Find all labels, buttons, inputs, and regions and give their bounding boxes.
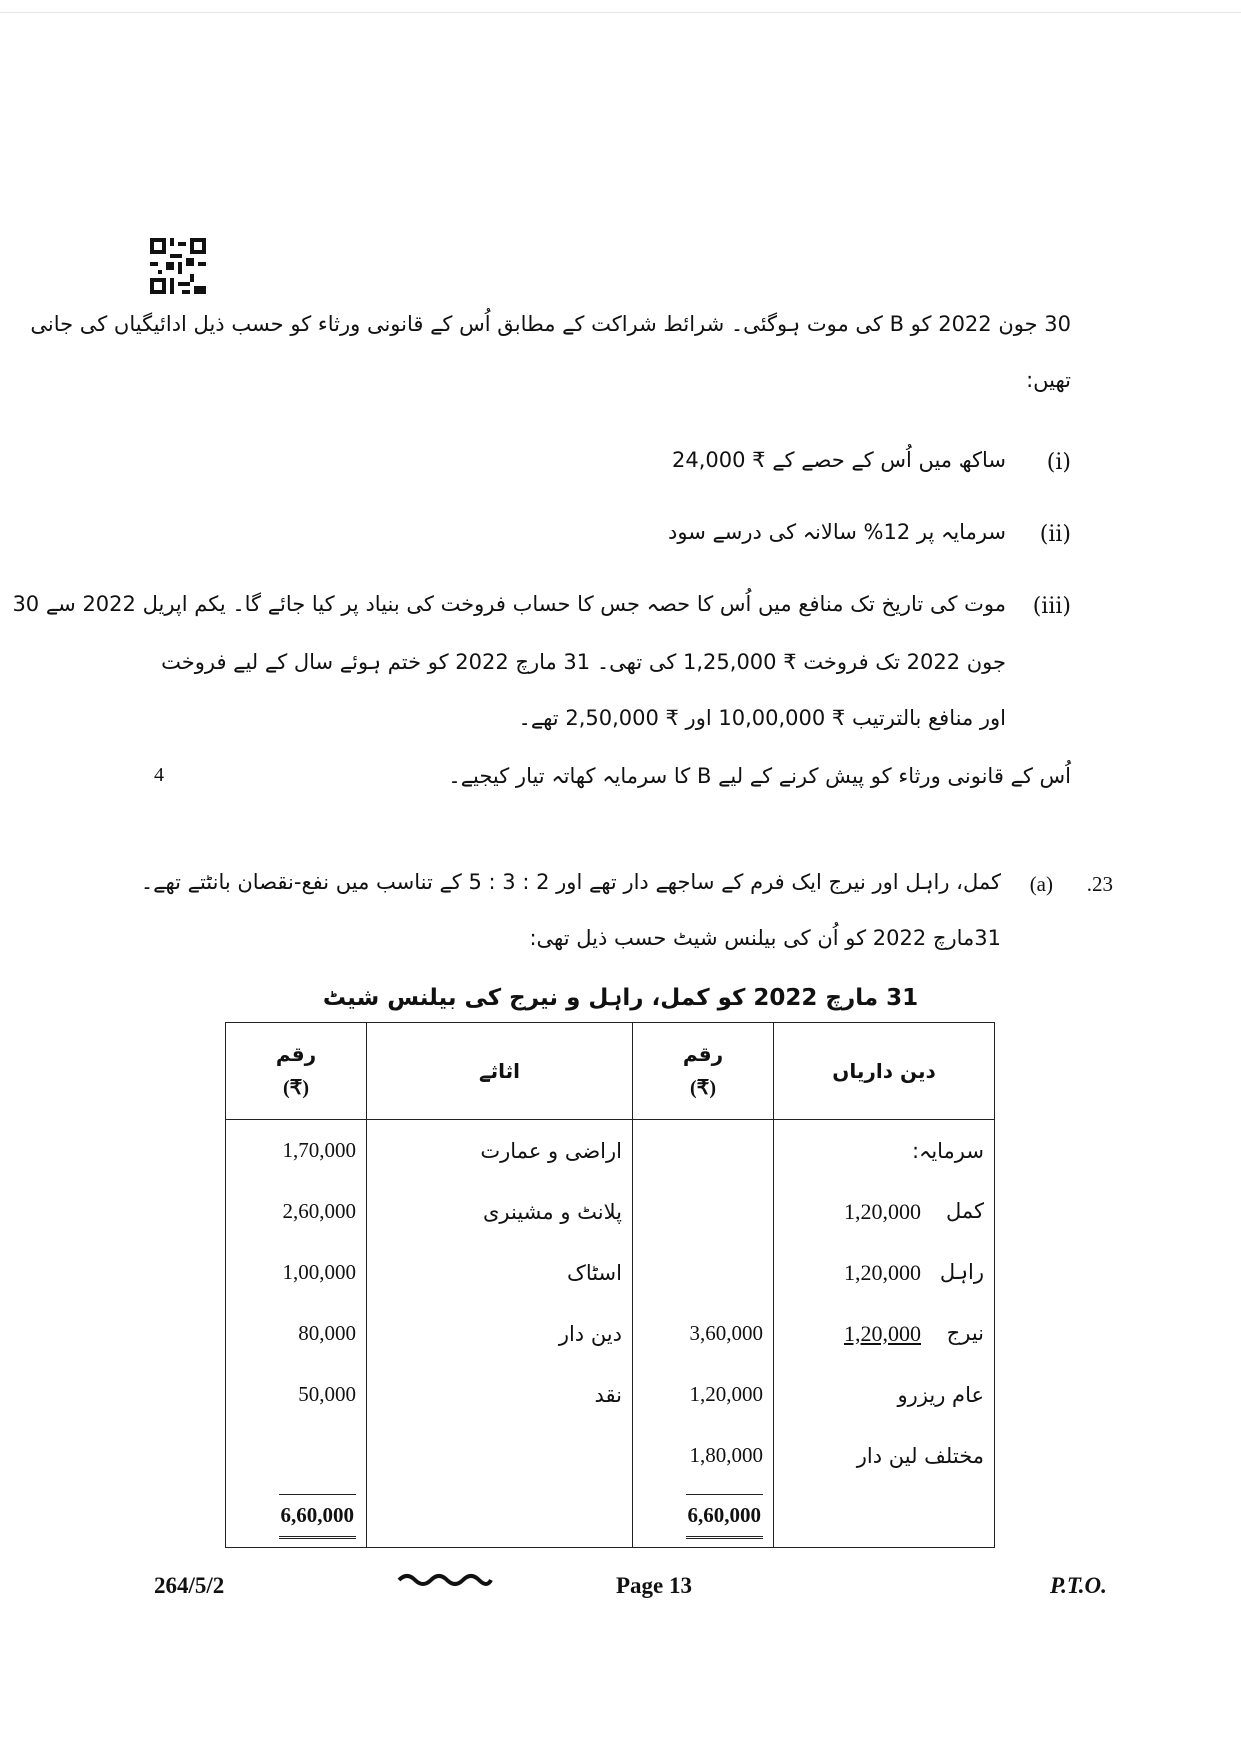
partner-capital: 1,20,000	[844, 1320, 921, 1346]
asset-label: پلانٹ و مشینری	[367, 1181, 633, 1242]
general-reserve-value: 1,20,000	[633, 1364, 774, 1425]
intro-line-1: 30 جون 2022 کو B کی موت ہوگئی۔ شرائط شراکت کے مطابق اُس کے قانونی ورثاء کو حسب ذیل ادائیگیاں کی جانی	[30, 312, 1071, 336]
item-3-continuation-2: اور منافع بالترتیب ₹ 10,00,000 اور ₹ 2,50,000 تھے۔	[518, 706, 1006, 730]
item-1-number: (i)	[1046, 450, 1071, 475]
table-row	[226, 1242, 995, 1303]
creditors-label: مختلف لین دار	[774, 1425, 995, 1486]
page-number: Page 13	[616, 1573, 693, 1598]
capital-label: سرمایہ:	[774, 1120, 995, 1182]
asset-value: 1,00,000	[226, 1242, 367, 1303]
assets-total: 6,60,000	[279, 1494, 357, 1539]
question-line-2: 31مارچ 2022 کو اُن کی بیلنس شیٹ حسب ذیل تھی:	[529, 926, 1001, 950]
qr-code-icon	[150, 238, 206, 294]
table-row	[226, 1364, 995, 1425]
balance-sheet-title: 31 مارچ 2022 کو کمل، راہل و نیرج کی بیلنس شیٹ	[322, 985, 919, 1011]
question-number: .23	[1086, 872, 1113, 896]
please-turn-over: P.T.O.	[1050, 1573, 1107, 1598]
balance-sheet-table	[225, 1022, 995, 1548]
capital-total: 3,60,000	[633, 1303, 774, 1364]
instruction: اُس کے قانونی ورثاء کو پیش کرنے کے لیے B کا سرمایہ کھاتہ تیار کیجیے۔	[448, 764, 1071, 788]
asset-value: 1,70,000	[226, 1120, 367, 1182]
table-row	[226, 1303, 995, 1364]
table-row	[226, 1181, 995, 1242]
asset-label: اسٹاک	[367, 1242, 633, 1303]
general-reserve-label: عام ریزرو	[774, 1364, 995, 1425]
assets-header: اثاثے	[367, 1023, 633, 1120]
totals-row	[226, 1486, 995, 1548]
item-3-continuation-1: جون 2022 تک فروخت ₹ 1,25,000 کی تھی۔ 31 مارچ 2022 کو ختم ہوئے سال کے لیے فروخت	[161, 650, 1006, 674]
item-3-text: موت کی تاریخ تک منافع میں اُس کا حصہ جس کا حساب فروخت کی بنیاد پر کیا جائے گا۔ یکم اپریل 2022 سے 30	[12, 592, 1006, 616]
liabilities-header: دین داریاں	[774, 1023, 995, 1120]
creditors-value: 1,80,000	[633, 1425, 774, 1486]
liabilities-amount-header: رقم (₹)	[633, 1023, 774, 1120]
partner-name: کمل	[945, 1198, 984, 1223]
table-row	[226, 1425, 995, 1486]
item-2-number: (ii)	[1039, 522, 1071, 547]
paper-code: 264/5/2	[154, 1573, 225, 1598]
table-row	[226, 1120, 995, 1182]
intro-line-2: تھیں:	[1026, 368, 1071, 392]
partner-name: راہل	[939, 1259, 984, 1284]
asset-label: اراضی و عمارت	[367, 1120, 633, 1182]
asset-value: 80,000	[226, 1303, 367, 1364]
asset-value: 2,60,000	[226, 1181, 367, 1242]
question-line-1: کمل، راہل اور نیرج ایک فرم کے ساجھے دار تھے اور 2 : 3 : 5 کے تناسب میں نفع-نقصان بانٹتے تھے۔	[140, 870, 1001, 894]
partner-name: نیرج	[946, 1320, 984, 1345]
marks: 4	[154, 764, 164, 786]
item-1-text: ساکھ میں اُس کے حصے کے ₹ 24,000	[672, 448, 1006, 472]
partner-capital: 1,20,000	[844, 1198, 921, 1224]
item-3-number: (iii)	[1032, 594, 1071, 619]
asset-value: 50,000	[226, 1364, 367, 1425]
wave-decoration-icon	[395, 1568, 495, 1596]
partner-capital: 1,20,000	[844, 1259, 921, 1285]
balance-sheet-header-row	[226, 1023, 995, 1120]
asset-label: نقد	[367, 1364, 633, 1425]
top-divider	[0, 12, 1241, 13]
item-2-text: سرمایہ پر 12% سالانہ کی درسے سود	[668, 520, 1006, 544]
question-part: (a)	[1029, 872, 1053, 896]
asset-label: دین دار	[367, 1303, 633, 1364]
assets-amount-header: رقم (₹)	[226, 1023, 367, 1120]
liabilities-total: 6,60,000	[686, 1494, 764, 1539]
